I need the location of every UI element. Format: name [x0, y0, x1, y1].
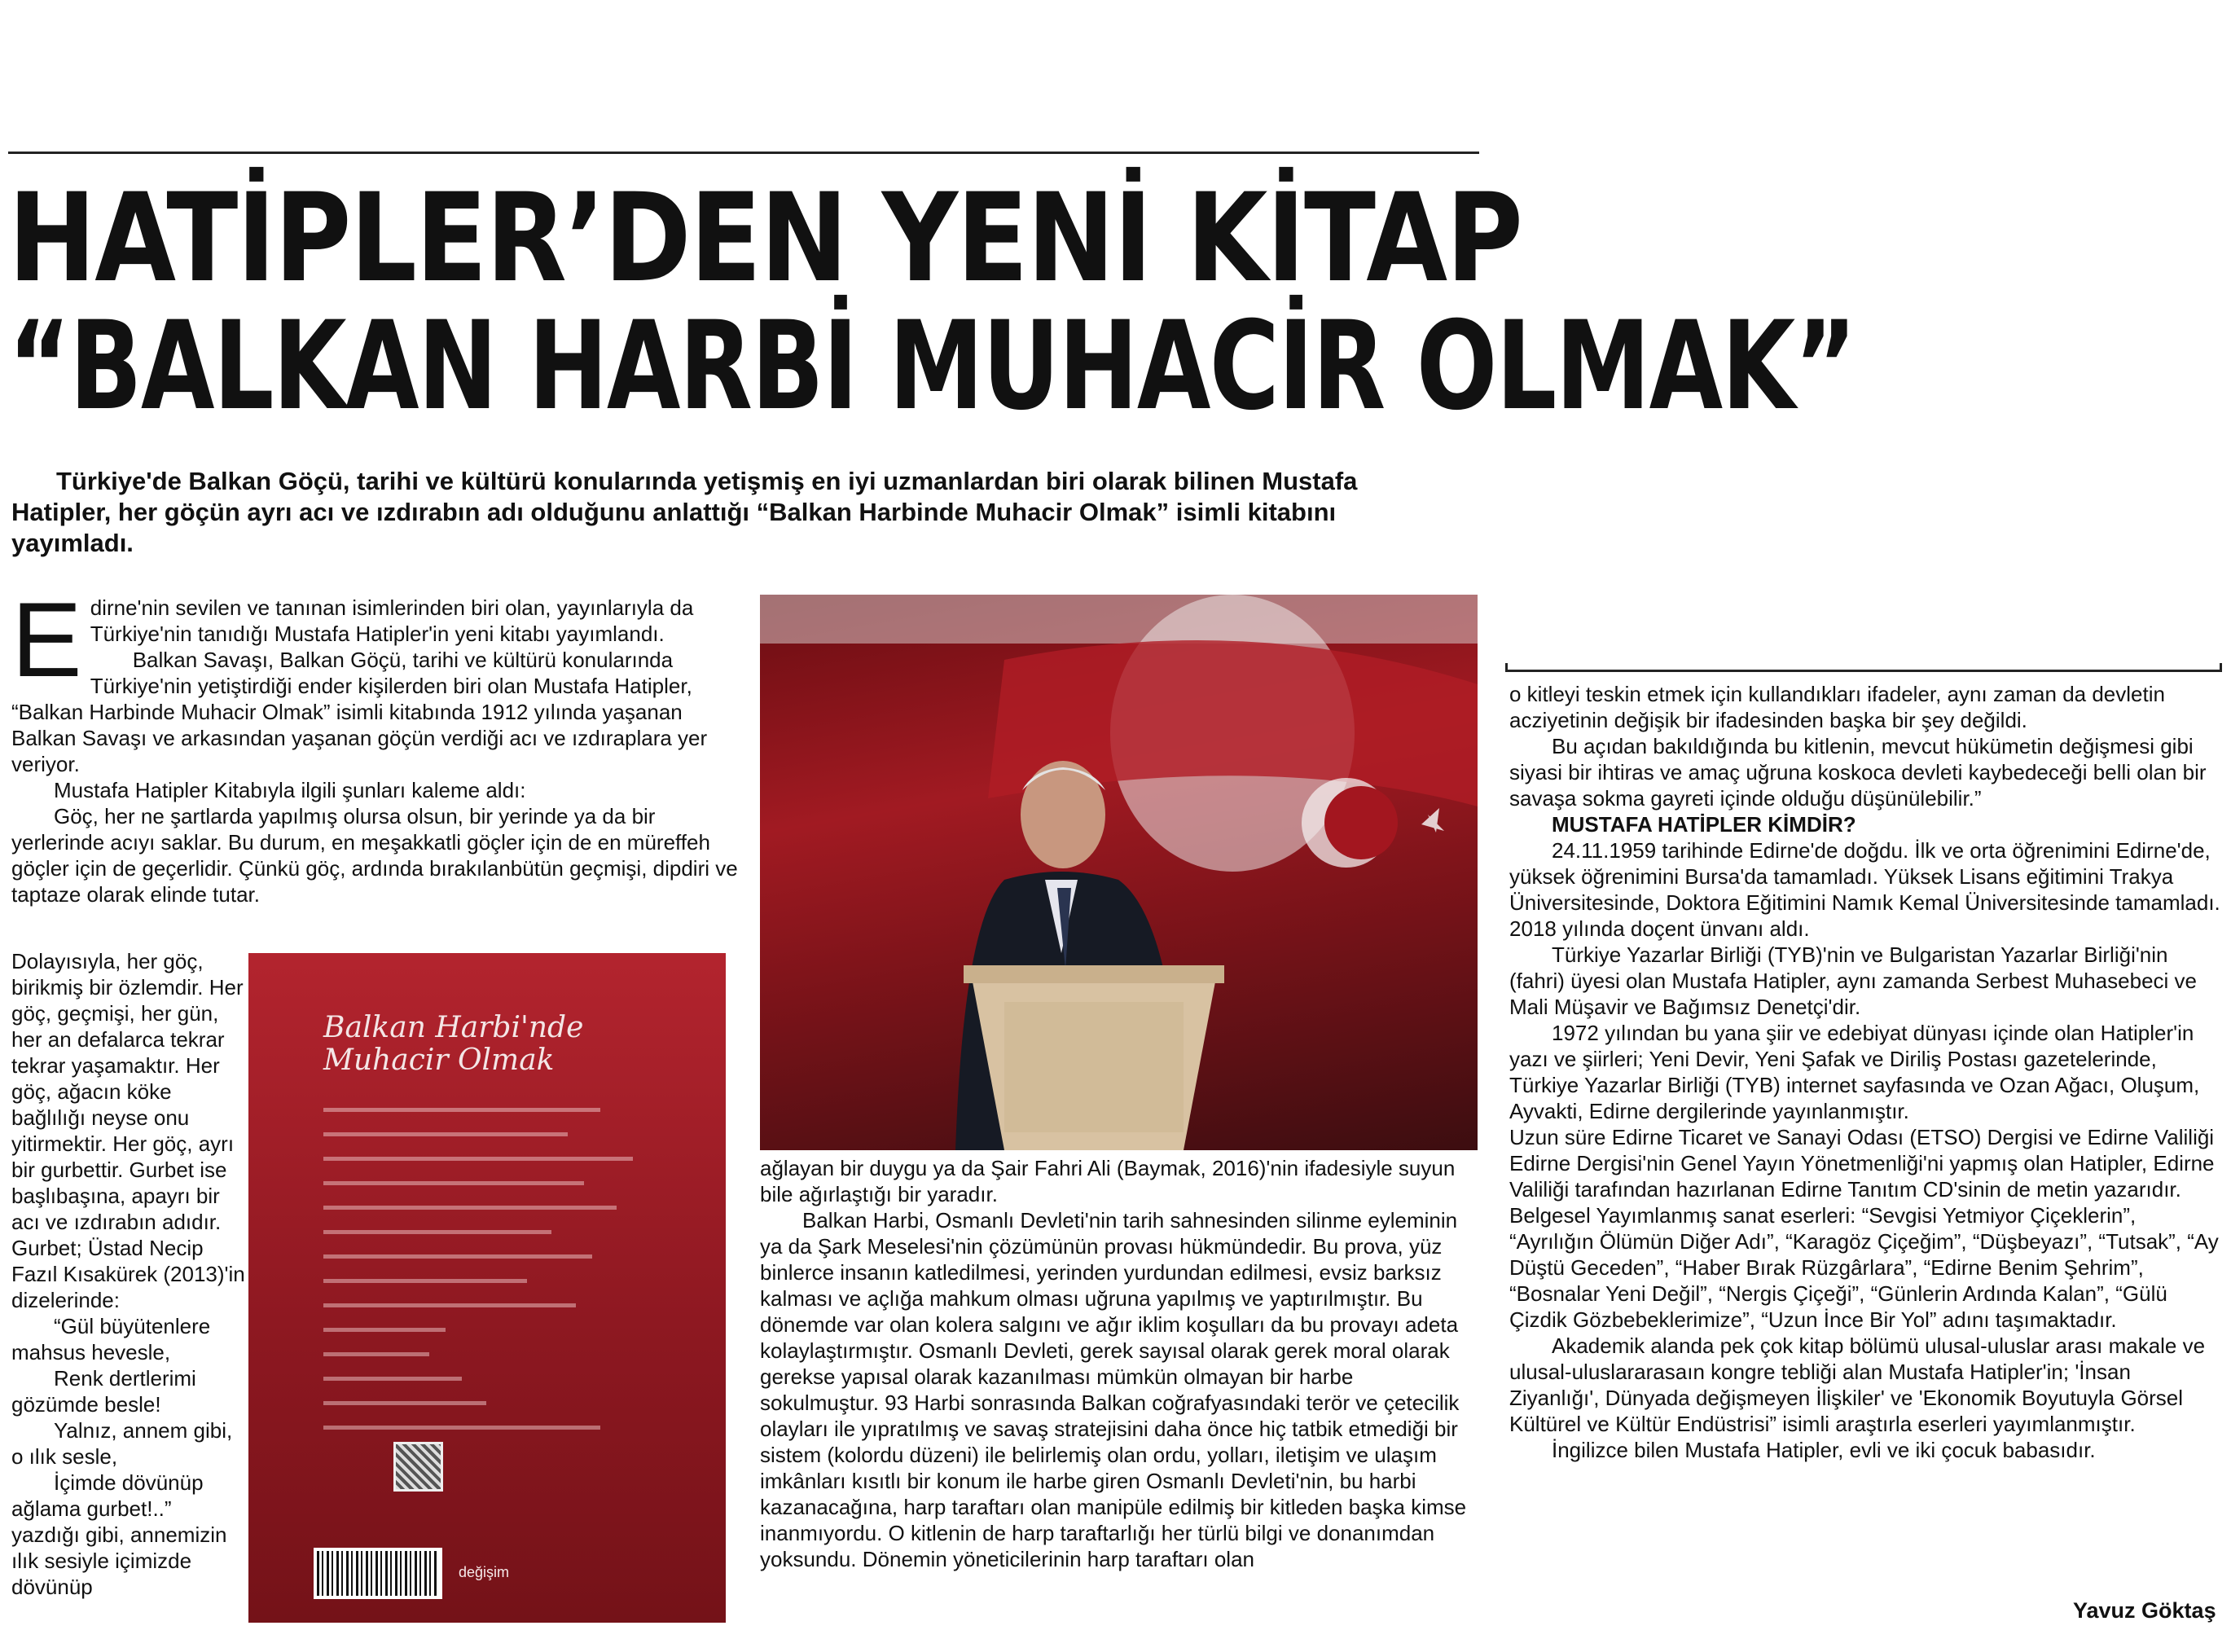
- right-column-rule-tick-right: [2220, 663, 2222, 672]
- col1-paragraph-4: Göç, her ne şartlarda yapılmış olursa olsun, bir yerinde ya da bir yerlerinde acıyı saklar. Bu durum, en meşakkatli göçler için de en müreffeh göçler için de geçerlidir. Çünkü göç, ardında bırakılanbütün geçmişi, dipdiri ve taptaze olarak elinde tutar.: [11, 804, 738, 907]
- speaker-photo: [760, 595, 1478, 1150]
- book-text-line: [323, 1230, 551, 1234]
- book-text-line: [323, 1254, 592, 1259]
- drop-cap: E: [11, 580, 82, 699]
- book-text-line: [323, 1303, 576, 1307]
- right-column-rule: [1505, 670, 2222, 672]
- col3-paragraph-5: 1972 yılından bu yana şiir ve edebiyat dünyası içinde olan Hatipler'in yazı ve şiirleri; Yeni Devir, Yeni Şafak ve Diriliş Postası gazetelerinde, Türkiye Yazarlar Birliği (TYB) internet sayfasında ve Ozan Ağacı, Oluşum, Ayvakti, Edirne dergilerinde yayınlanmıştır.: [1509, 1021, 2200, 1123]
- col3-paragraph-6: Uzun süre Edirne Ticaret ve Sanayi Odası (ETSO) Dergisi ve Edirne Valiliği Edirne Dergisi'nin Genel Yayın Yönetmenliği'ni yapmış olan Hatipler, Edirne Valiliği tarafından hazırlanan Edirne Tanıtım CD'sinin de metin yazarıdır. Belgesel Yayımlanmış sanat eserleri: “Sevgisi Yetmiyor Çiçeklerin”, “Ayrılığın Ölümün Diğer Adı”, “Karagöz Çiçeğim”, “Düşbeyazı”, “Tutsak”, “Ay Düştü Geceden”, “Haber Bırak Rüzgârlara”, “Edirne Benim Şehrim”, “Bosnalar Yeni Değil”, “Nergis Çiçeği”, “Günlerin Ardında Kalan”, “Gülü Çizdik Gözbebeklerimize”, “Uzun İnce Bir Yol” adını taşımaktadır.: [1509, 1125, 2219, 1332]
- speaker-photo-illustration: [760, 595, 1478, 1150]
- book-cover-image: [248, 953, 726, 1623]
- book-cover-title: [323, 1012, 583, 1077]
- qr-code-icon: [393, 1442, 443, 1492]
- col1-narrow-text: Dolayısıyla, her göç, birikmiş bir özlemdir. Her göç, geçmişi, her gün, her an defalarca tekrar tekrar yaşamaktır. Her göç, ağacın köke bağlılığı neyse onu yitirmektir. Her göç, ayrı bir gurbettir. Gurbet ise başlıbaşına, apayrı bir acı ve ızdırabın adıdır. Gurbet; Üstad Necip Fazıl Kısakürek (2013)'in dizelerinde:: [11, 949, 245, 1312]
- right-column-rule-tick-left: [1505, 663, 1508, 672]
- col3-paragraph-2: Bu açıdan bakıldığında bu kitlenin, mevcut hükümetin değişmesi gibi siyasi bir ihtiras ve amaç uğruna koskoca devleti kaybedeceği belli olan bir savaşa sokma gayreti içinde olduğu düşünülebilir.”: [1509, 734, 2207, 811]
- top-rule: [8, 152, 1479, 154]
- author-byline: Yavuz Göktaş: [2073, 1598, 2216, 1623]
- book-title-line-2: Muhacir Olmak: [323, 1043, 555, 1077]
- article-column-3: [1509, 681, 2224, 1463]
- col3-section-heading: MUSTAFA HATİPLER KİMDİR?: [1552, 812, 1856, 837]
- poem-line-2: Renk dertlerimi gözümde besle!: [11, 1366, 196, 1417]
- col1-paragraph-2: Balkan Savaşı, Balkan Göçü, tarihi ve kültürü konularında Türkiye'nin yetiştirdiği ender kişilerden biri olan Mustafa Hatipler, “Balkan Harbinde Muhacir Olmak” isimli kitabında 1912 yılında yaşanan Balkan Savaşı ve arkasından yaşanan göçün verdiği acı ve ızdıraplara yer veriyor.: [11, 648, 708, 776]
- barcode-icon: [314, 1548, 442, 1599]
- book-title-line-1: Balkan Harbi'nde: [323, 1011, 584, 1044]
- book-text-line: [323, 1426, 600, 1430]
- lead-paragraph: Türkiye'de Balkan Göçü, tarihi ve kültürü konularında yetişmiş en iyi uzmanlardan biri olarak bilinen Mustafa Hatipler, her göçün ayrı acı ve ızdırabın adı olduğunu anlattığı “Balkan Harbinde Muhacir Olmak” isimli kitabını yayımladı.: [11, 467, 1358, 557]
- col1-paragraph-1: dirne'nin sevilen ve tanınan isimlerinden biri olan, yayınlarıyla da Türkiye'nin tanıdığı Mustafa Hatipler'in yeni kitabı yayımlandı.: [90, 595, 694, 646]
- col2-paragraph-1: ağlayan bir duygu ya da Şair Fahri Ali (Baymak, 2016)'nin ifadesiyle suyun bile ağırlaştığı bir yaradır.: [760, 1156, 1456, 1206]
- book-text-line: [323, 1108, 600, 1112]
- headline-line-2: “BALKAN HARBİ MUHACİR OLMAK”: [8, 296, 1856, 437]
- col1-tail-text: yazdığı gibi, annemizin ılık sesiyle içimizde dövünüp: [11, 1522, 227, 1599]
- col3-paragraph-8: İngilizce bilen Mustafa Hatipler, evli ve iki çocuk babasıdır.: [1552, 1438, 2096, 1462]
- article-column-2: [760, 1155, 1477, 1572]
- book-text-line: [323, 1401, 486, 1405]
- book-text-line: [323, 1377, 462, 1381]
- col3-paragraph-7: Akademik alanda pek çok kitap bölümü ulusal-uluslar arası makale ve ulusal-uluslararasaın kongre tebliği alan Mustafa Hatipler'in; 'İnsan Ziyanlığı', Dünyada değişmeyen İlişkiler' ve 'Ekonomik Boyutuyla Görsel Kültürel ve Kültür Endüstrisi” isimli araştırla eserleri yayımlanmıştır.: [1509, 1333, 2206, 1436]
- poem-line-1: “Gül büyütenlere mahsus hevesle,: [11, 1314, 211, 1364]
- poem-line-3: Yalnız, annem gibi, o ılık sesle,: [11, 1418, 233, 1469]
- book-text-line: [323, 1279, 527, 1283]
- col3-paragraph-4: Türkiye Yazarlar Birliği (TYB)'nin ve Bulgaristan Yazarlar Birliği'nin (fahri) üyesi olan Mustafa Hatipler, aynı zamanda Serbest Muhasebeci ve Mali Müşavir ve Bağımsız Denetçi'dir.: [1509, 942, 2197, 1019]
- book-text-line: [323, 1206, 617, 1210]
- headline-line-1: HATİPLER’DEN YENİ KİTAP: [8, 168, 1522, 310]
- book-text-line: [323, 1328, 446, 1332]
- col1-paragraph-3: Mustafa Hatipler Kitabıyla ilgili şunları kaleme aldı:: [54, 778, 526, 802]
- col3-paragraph-3: 24.11.1959 tarihinde Edirne'de doğdu. İlk ve orta öğrenimini Edirne'de, yüksek öğrenimini Bursa'da tamamladı. Yüksek Lisans eğitimini Trakya Üniversitesinde, Doktora Eğitimini Namık Kemal Üniversitesinde tamamladı. 2018 yılında doçent ünvanı aldı.: [1509, 838, 2220, 941]
- book-text-line: [323, 1181, 584, 1185]
- poem-line-4: İçimde dövünüp ağlama gurbet!..”: [11, 1470, 204, 1521]
- book-text-line: [323, 1132, 568, 1136]
- col3-paragraph-1: o kitleyi teskin etmek için kullandıkları ifadeler, aynı zaman da devletin acziyetinin değişik bir ifadesinden başka bir şey değildi.: [1509, 682, 2165, 732]
- col2-paragraph-2: Balkan Harbi, Osmanlı Devleti'nin tarih sahnesinden silinme eyleminin ya da Şark Meselesi'nin çözümünün provası hükmündedir. Bu prova, yüz binlerce insanın katledilmesi, yerinden yurdundan edilmesi, evsiz barksız kalması ve açlığa mahkum olması uğruna yapılmış ve yaptırılmıştır. Bu dönemde var olan kolera salgını ve ağır iklim koşulları da bu provayı adeta kolaylaştırmıştır. Osmanlı Devleti, gerek sayısal olarak gerek moral olarak gerekse yapısal olarak kazanılması mümkün olmayan bir harbe sokulmuştur. 93 Harbi sonrasında Balkan coğrafyasındaki terör ve çetecilik olayları ile yıpratılmış ve savaş stratejisini daha önce hiç tatbik etmediği bir sistem (kolordu düzeni) ile belirlemiş olan ordu, yolları, iletişim ve ulaşım imkânları kısıtlı bir konum ile harbe giren Osmanlı Devleti'nin, bu harbi kazanacağına, harp taraftarı olan manipüle edilmiş bir kitleden başka kimse inanmıyordu. O kitlenin de harp taraftarlığı her türlü bilgi ve donanımdan yoksundu. Dönemin yöneticilerinin harp taraftarı olan: [760, 1208, 1467, 1571]
- article-column-1: [11, 580, 746, 907]
- article-column-1-narrow: [11, 948, 246, 1600]
- book-publisher-logo: değişim: [459, 1564, 510, 1580]
- book-text-line: [323, 1352, 429, 1356]
- book-text-line: [323, 1157, 633, 1161]
